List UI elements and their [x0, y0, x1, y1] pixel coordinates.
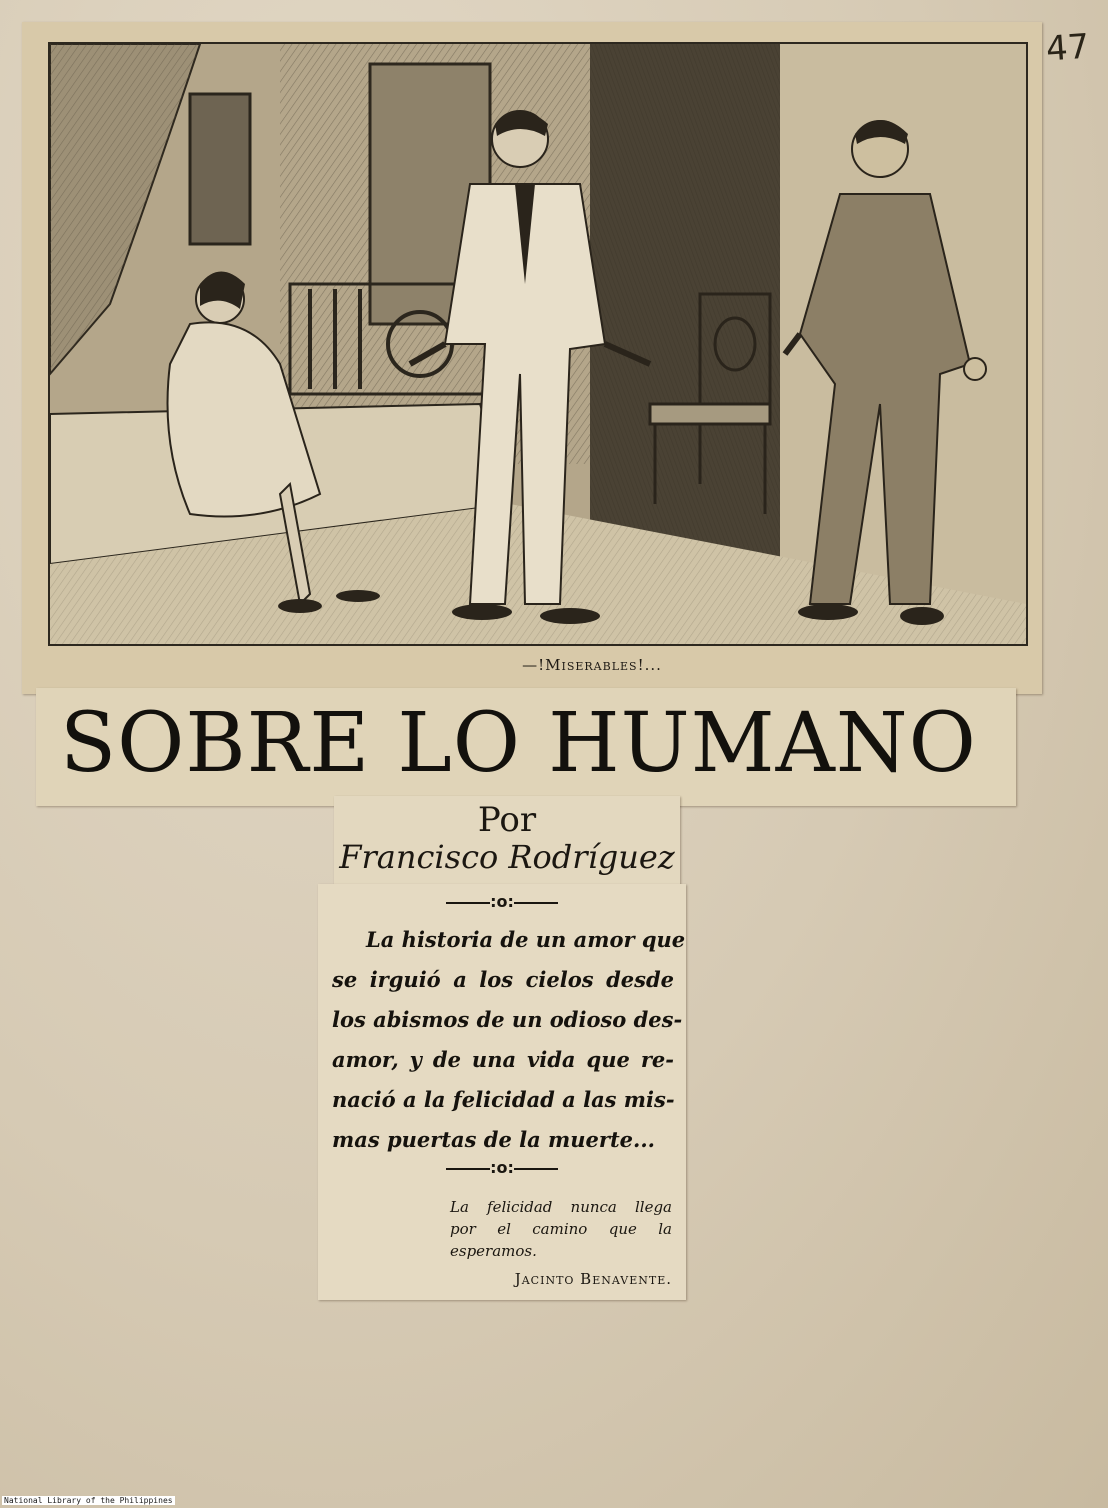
separator-bottom: :o: [318, 1158, 686, 1177]
byline-clipping [334, 796, 680, 888]
epigraph-line: por el camino que la [450, 1220, 672, 1238]
abstract-line: La historia de un amor que [366, 927, 686, 952]
headline-clipping [36, 688, 1016, 806]
abstract-line: amor, y de una vida que re- [332, 1047, 674, 1072]
abstract-line: mas puertas de la muerte... [332, 1127, 655, 1152]
separator-top: :o: [318, 892, 686, 911]
illustration-clipping [22, 22, 1042, 694]
abstract-clipping [318, 884, 686, 1300]
abstract-line: los abismos de un odioso des- [332, 1007, 683, 1032]
illustration-caption: —!Miserables!... [522, 656, 662, 674]
epigraph-author: Jacinto Benavente. [514, 1270, 672, 1288]
byline-author: Francisco Rodríguez [339, 838, 675, 876]
handwritten-page-number: 47 [1044, 26, 1091, 70]
byline-prefix: Por [477, 800, 537, 840]
epigraph-line: La felicidad nunca llega [450, 1198, 672, 1216]
illustration-engraving [48, 42, 1028, 646]
bedroom-scene-drawing [50, 44, 1026, 644]
epigraph-line: esperamos. [450, 1242, 537, 1260]
epigraph-quote [450, 1196, 672, 1262]
footer-credit: National Library of the Philippines [4, 1496, 173, 1505]
mirror [190, 94, 250, 244]
abstract-line: se irguió a los cielos desde [332, 967, 674, 992]
abstract-text [332, 920, 686, 1160]
article-headline: SOBRE LO HUMANO [60, 696, 977, 791]
abstract-line: nació a la felicidad a las mis- [332, 1087, 675, 1112]
